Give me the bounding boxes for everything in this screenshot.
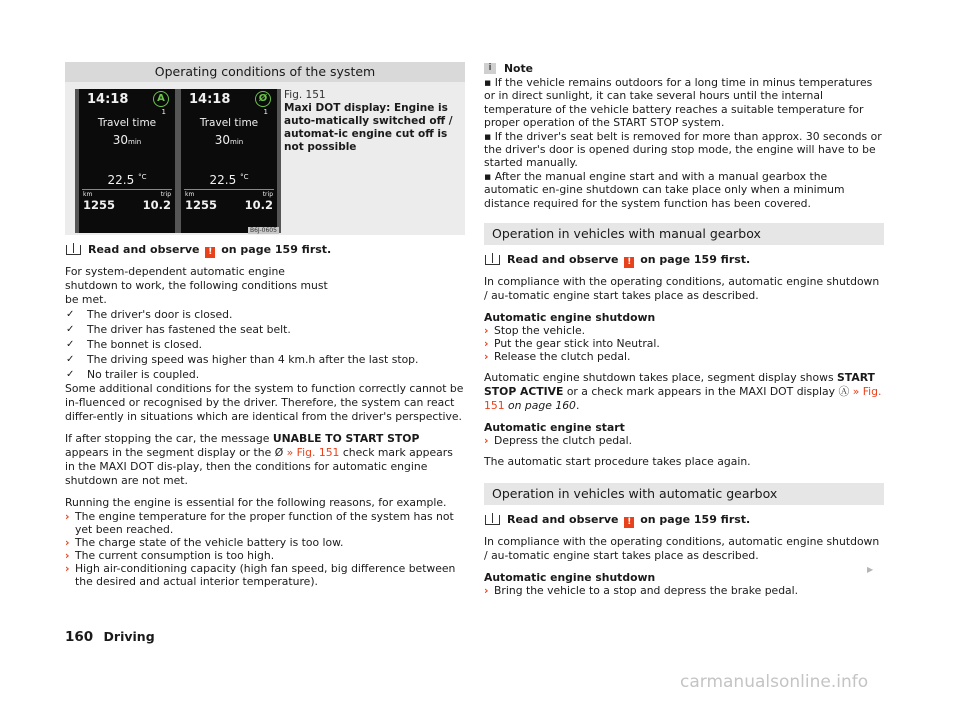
page-reference-link[interactable]: on page 159 first.: [640, 513, 751, 527]
info-icon: i: [484, 63, 496, 74]
figure-caption: [284, 89, 464, 154]
unable-start-text: If after stopping the car, the message UNABLE TO START STOP appears in the segment display or the Ø » Fig. 151 check mark appears in the MAXI DOT dis-play, then the conditions for automatic engine shutdown are not met.: [65, 432, 453, 487]
auto-stop-icon: A: [153, 91, 169, 107]
list-item: › The engine temperature for the proper function of the system has not yet been reached.: [65, 510, 454, 536]
auto-shutdown-subheading: Automatic engine shutdown: [484, 571, 656, 585]
list-item: ✓ The driver has fastened the seat belt.: [65, 322, 465, 337]
figure-code: B6J-0605: [250, 227, 277, 234]
page-footer: [65, 629, 155, 645]
display-time: 14:18: [189, 92, 231, 107]
segment-display-text: Automatic engine shutdown takes place, segment display shows START STOP ACTIVE or a check mark appears in the MAXI DOT display Ⓐ » Fig. 151 on page 160.: [484, 371, 882, 413]
note-item: ▪ If the driver's seat belt is removed for more than approx. 30 seconds or the driver's door is opened during stop mode, the engine will have to be started manually.: [484, 129, 882, 170]
display-travel-time: Travel time: [199, 117, 259, 129]
page-reference-link[interactable]: on page 159 first.: [640, 253, 751, 267]
list-item: › Depress the clutch pedal.: [484, 434, 633, 448]
figure-number: Fig. 151: [284, 89, 326, 101]
note-heading: i Note: [484, 62, 884, 76]
list-item: ✓ No trailer is coupled.: [65, 367, 465, 382]
automatic-gearbox-title: Operation in vehicles with automatic gearbox: [484, 483, 884, 505]
start-subheading: Automatic engine start: [484, 421, 625, 435]
list-item: › Bring the vehicle to a stop and depress the brake pedal.: [484, 584, 799, 598]
section-title: Operating conditions of the system: [65, 62, 465, 82]
auto-stop-icon: Ⓐ: [838, 385, 853, 399]
page-reference-link[interactable]: on page 159 first.: [221, 243, 332, 256]
display-minutes: 30min: [214, 133, 244, 147]
maxi-dot-display-left: [75, 89, 179, 233]
list-item: ✓ The driving speed was higher than 4 km.h after the last stop.: [65, 352, 465, 367]
reasons-list: [65, 510, 465, 588]
chapter-name: Driving: [103, 629, 155, 644]
automatic-intro: In compliance with the operating conditions, automatic engine shutdown / au-tomatic engine start takes place as described.: [484, 535, 880, 563]
display-km-label: km: [185, 191, 195, 198]
figure-link[interactable]: » Fig. 151: [484, 385, 882, 413]
reasons-intro: Running the engine is essential for the following reasons, for example.: [65, 496, 447, 509]
list-item: › Release the clutch pedal.: [484, 350, 631, 364]
auto-stop-crossed-icon: Ø: [274, 446, 287, 459]
conditions-list: [65, 307, 465, 382]
intro-text: For system-dependent automatic engine shutdown to work, the following conditions must be met.: [65, 265, 328, 306]
figure: [65, 82, 465, 235]
read-observe: Read and observe ! on page 159 first.: [484, 513, 884, 527]
display-divider: [82, 189, 172, 190]
display-trip-label: trip: [262, 191, 273, 198]
right-column: [484, 62, 884, 597]
display-trip-value: 10.2: [244, 198, 273, 212]
list-item: ✓ The driver's door is closed.: [65, 307, 465, 322]
display-digit: 1: [263, 108, 268, 116]
list-item: › Put the gear stick into Neutral.: [484, 337, 660, 351]
list-item: › The charge state of the vehicle battery is too low.: [65, 536, 344, 549]
display-divider: [184, 189, 274, 190]
display-travel-time: Travel time: [97, 117, 157, 129]
left-column: [65, 62, 465, 588]
display-trip-value: 10.2: [142, 198, 171, 212]
manual-intro: In compliance with the operating conditions, automatic engine shutdown / au-tomatic engine start takes place as described.: [484, 275, 880, 303]
page-number: 160: [65, 629, 94, 645]
list-item: › High air-conditioning capacity (high fan speed, big difference between the desired and actual interior temperature).: [65, 562, 456, 588]
watermark: carmanualsonline.info: [680, 672, 869, 692]
note-item: ▪ After the manual engine start and with a manual gearbox the automatic en-gine shutdown can take place only when a minimum distance required for the system function has been covered.: [484, 169, 845, 210]
display-temperature: 22.5 $^{^\circ C}$: [107, 173, 147, 187]
figure-caption-text: Maxi DOT display: Engine is auto-matically switched off / automat-ic engine cut off is not possible: [284, 102, 453, 153]
list-item: ✓ The bonnet is closed.: [65, 337, 465, 352]
warning-icon: !: [624, 517, 634, 528]
display-minutes: 30min: [112, 133, 142, 147]
note-item: ▪ If the vehicle remains outdoors for a long time in minus temperatures or in direct sunlight, it can take several hours until the internal temperature of the vehicle battery reaches a suitable temperature for proper operation of the START STOP system.: [484, 76, 873, 130]
read-observe: Read and observe ! on page 159 first.: [65, 243, 465, 257]
display-digit: 1: [161, 108, 166, 116]
display-temperature: 22.5 $^{^\circ C}$: [209, 173, 249, 187]
book-icon: [485, 255, 500, 265]
display-time: 14:18: [87, 92, 129, 107]
warning-icon: !: [624, 257, 634, 268]
display-trip-label: trip: [160, 191, 171, 198]
list-item: › The current consumption is too high.: [65, 549, 275, 562]
list-item: › Stop the vehicle.: [484, 324, 586, 338]
shutdown-subheading: Automatic engine shutdown: [484, 311, 656, 325]
figure-link[interactable]: » Fig. 151: [286, 446, 340, 459]
display-km-label: km: [83, 191, 93, 198]
display-odometer: 1255: [83, 198, 116, 212]
read-observe: Read and observe ! on page 159 first.: [484, 253, 884, 267]
manual-outro: The automatic start procedure takes place again.: [484, 455, 751, 469]
book-icon: [66, 245, 81, 255]
display-odometer: 1255: [185, 198, 218, 212]
warning-icon: !: [205, 247, 215, 258]
manual-gearbox-title: Operation in vehicles with manual gearbox: [484, 223, 884, 245]
maxi-dot-display-right: [177, 89, 281, 233]
continue-arrow-icon: ▶: [867, 565, 874, 574]
auto-stop-crossed-icon: Ø: [255, 91, 271, 107]
additional-conditions-text: Some additional conditions for the system to function correctly cannot be in-fluenced or recognised by the driver. Therefore, the system can react differ-ently in situations which are identical from the driver's perspective.: [65, 382, 464, 423]
book-icon: [485, 515, 500, 525]
